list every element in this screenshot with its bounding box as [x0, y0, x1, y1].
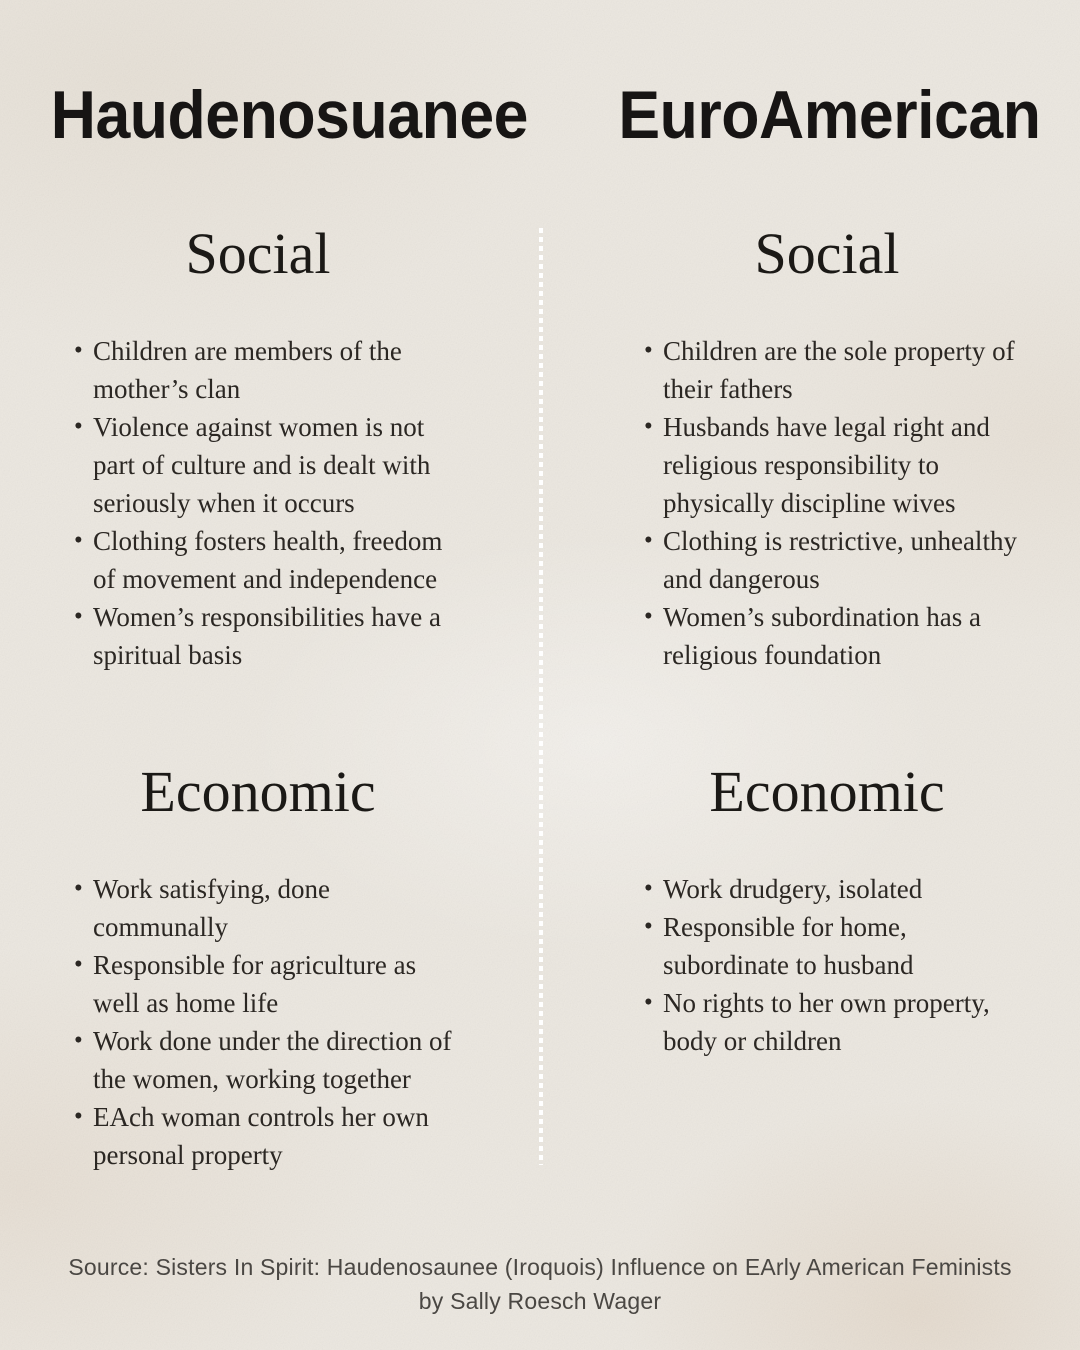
source-attribution [0, 1250, 1080, 1318]
list-item: • Work done under the direction of the women, working together [74, 1022, 486, 1098]
section-heading-economic: Economic [140, 759, 376, 824]
list-item: • Responsible for agriculture as well as home life [74, 946, 486, 1022]
economic-list [30, 870, 486, 1174]
list-item: • Women’s subordination has a religious foundation [644, 598, 1054, 674]
list-item: • Children are the sole property of their fathers [644, 332, 1054, 408]
column-haudenosuanee [30, 0, 528, 1350]
list-item: • Violence against women is not part of culture and is dealt with seriously when it occurs [74, 408, 486, 522]
list-item: • Children are members of the mother’s clan [74, 332, 486, 408]
source-line-2: by Sally Roesch Wager [418, 1288, 662, 1314]
column-euroamerican [600, 0, 1054, 1350]
list-item: • Work drudgery, isolated [644, 870, 1054, 908]
list-item: • EAch woman controls her own personal property [74, 1098, 486, 1174]
section-heading-economic: Economic [709, 759, 945, 824]
list-item: • Women’s responsibilities have a spiritual basis [74, 598, 486, 674]
economic-list [600, 870, 1054, 1060]
list-item: • Work satisfying, done communally [74, 870, 486, 946]
column-title-text: EuroAmerican [618, 77, 1041, 153]
list-item: • Clothing is restrictive, unhealthy and dangerous [644, 522, 1054, 598]
section-heading-social: Social [754, 221, 900, 286]
section-heading-social: Social [185, 221, 331, 286]
column-title-euroamerican [600, 78, 1054, 153]
list-item: • No rights to her own property, body or children [644, 984, 1054, 1060]
list-item: • Clothing fosters health, freedom of movement and independence [74, 522, 486, 598]
social-list [600, 332, 1054, 674]
divider-dotted-line [539, 228, 543, 1165]
social-list [30, 332, 486, 674]
column-title-text: Haudenosuanee [50, 77, 528, 153]
list-item: • Responsible for home, subordinate to husband [644, 908, 1054, 984]
list-item: • Husbands have legal right and religious responsibility to physically discipline wives [644, 408, 1054, 522]
column-title-haudenosuanee [30, 77, 528, 153]
source-line-1: Source: Sisters In Spirit: Haudenosaunee (Iroquois) Influence on EArly American Feminists [68, 1254, 1012, 1280]
